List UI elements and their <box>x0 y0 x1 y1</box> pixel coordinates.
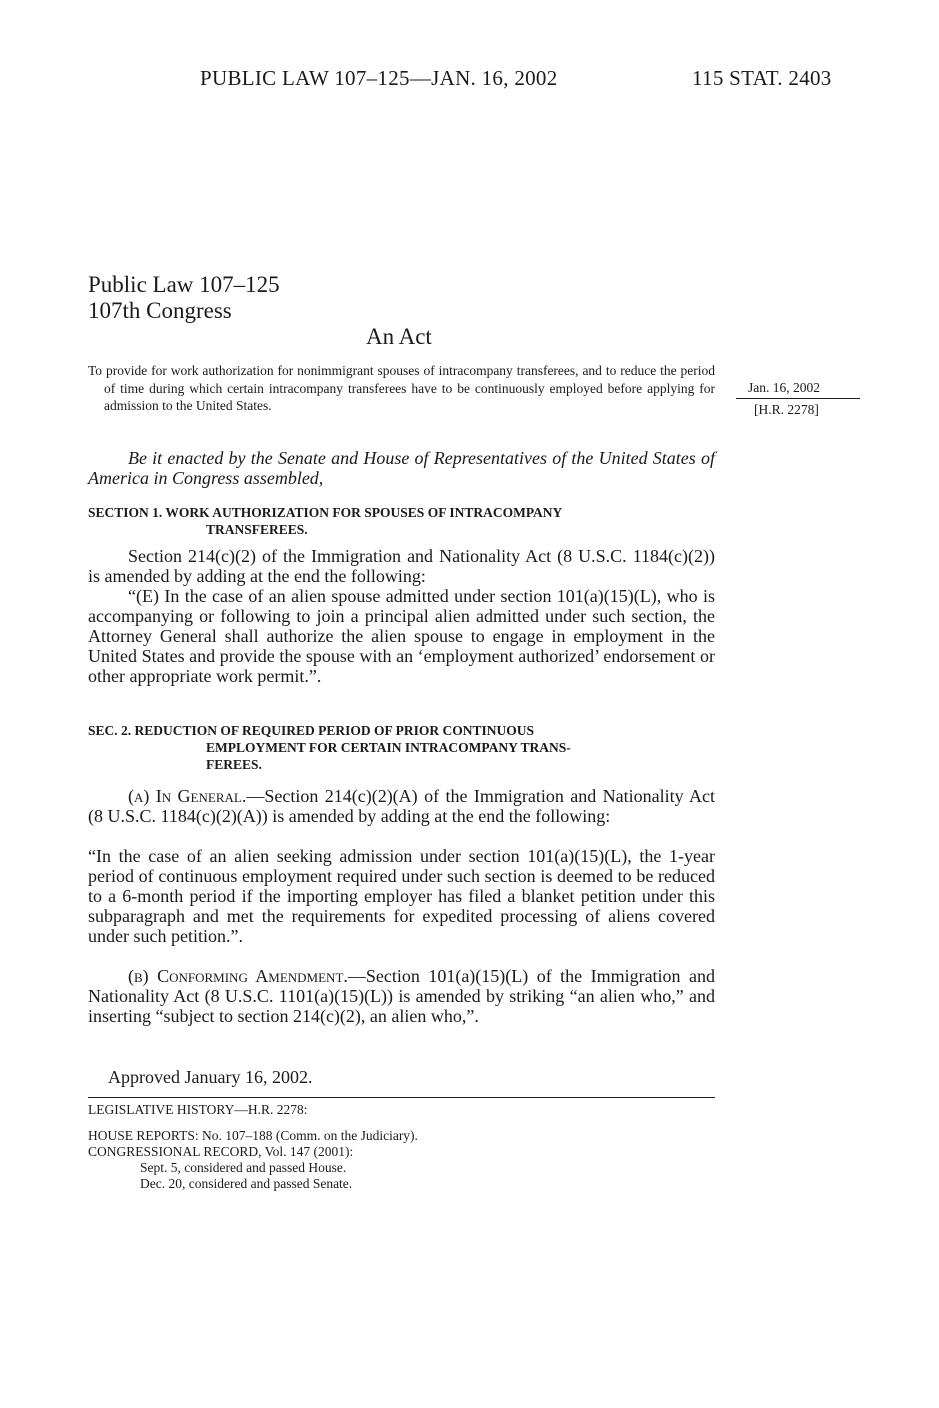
section-2-subsection-b <box>88 966 715 1026</box>
act-title: An Act <box>366 324 432 349</box>
section-2-heading-line1: SEC. 2. REDUCTION OF REQUIRED PERIOD OF PRIOR CONTINUOUS <box>88 723 535 738</box>
section-1-text: Section 214(c)(2) of the Immigration and Nationality Act (8 U.S.C. 1184(c)(2)) is amended by adding at the end the following: <box>88 546 715 586</box>
margin-date: Jan. 16, 2002 <box>748 380 820 395</box>
house-reports: HOUSE REPORTS: No. 107–188 (Comm. on the Judiciary). <box>88 1128 418 1143</box>
enacting-clause: Be it enacted by the Senate and House of Representatives of the United States of America in Congress assembled, <box>88 448 715 488</box>
approval-date: Approved January 16, 2002. <box>108 1067 313 1087</box>
subsection-a-quote: “In the case of an alien seeking admission under section 101(a)(15)(L), the 1-year period of continuous employment required under such section is deemed to be reduced to a 6-month period if the importing employer has filed a blanket petition under this subparagraph and met the requirements for expedited processing of aliens covered under such petition.”. <box>88 846 715 946</box>
section-2-heading-line2: EMPLOYMENT FOR CERTAIN INTRACOMPANY TRANS- <box>206 740 571 755</box>
margin-bill-number: [H.R. 2278] <box>754 402 819 417</box>
subsection-a-text: —Section 214(c)(2)(A) of the Immigration and Nationality Act (8 U.S.C. 1184(c)(2)(A)) is amended by adding at the end the following: <box>88 786 715 826</box>
running-header-law: PUBLIC LAW 107–125—JAN. 16, 2002 <box>200 66 558 90</box>
section-1-heading <box>88 504 715 538</box>
congressional-record: CONGRESSIONAL RECORD, Vol. 147 (2001): <box>88 1144 354 1159</box>
margin-divider <box>736 398 860 399</box>
section-1-heading-line2: TRANSFEREES. <box>206 522 308 537</box>
section-2-subsection-a <box>88 786 715 826</box>
subsection-b-label: (b) Conforming Amendment. <box>128 966 348 986</box>
section-2-heading <box>88 722 715 773</box>
section-2-heading-line3: FEREES. <box>206 757 262 772</box>
running-header-stat: 115 STAT. 2403 <box>692 66 832 90</box>
legislative-history-title: LEGISLATIVE HISTORY—H.R. 2278: <box>88 1102 308 1117</box>
section-1-quote: “(E) In the case of an alien spouse admitted under section 101(a)(15)(L), who is accompanying or following to join a principal alien admitted under such section, the Attorney General shall authorize the alien spouse to engage in employment in the United States and provide the spouse with an ‘employment authorized’ endorsement or other appropriate work permit.”. <box>88 586 715 686</box>
history-entry: Sept. 5, considered and passed House. <box>140 1160 347 1175</box>
section-1-heading-line1: SECTION 1. WORK AUTHORIZATION FOR SPOUSES OF INTRACOMPANY <box>88 505 563 520</box>
congress-title: 107th Congress <box>88 298 232 323</box>
public-law-title: Public Law 107–125 <box>88 272 280 297</box>
subsection-a-label: (a) In General. <box>128 786 247 806</box>
act-purpose: To provide for work authorization for nonimmigrant spouses of intracompany transferees, and to reduce the period of time during which certain intracompany transferees have to be continuously employed before applying for admission to the United States. <box>88 363 715 413</box>
subsection-b-text: —Section 101(a)(15)(L) of the Immigration and Nationality Act (8 U.S.C. 1101(a)(15)(L)) is amended by striking “an alien who,” and inserting “subject to section 214(c)(2), an alien who,”. <box>88 966 715 1026</box>
history-entry: Dec. 20, considered and passed Senate. <box>140 1176 353 1191</box>
legislative-history-divider <box>88 1097 715 1098</box>
